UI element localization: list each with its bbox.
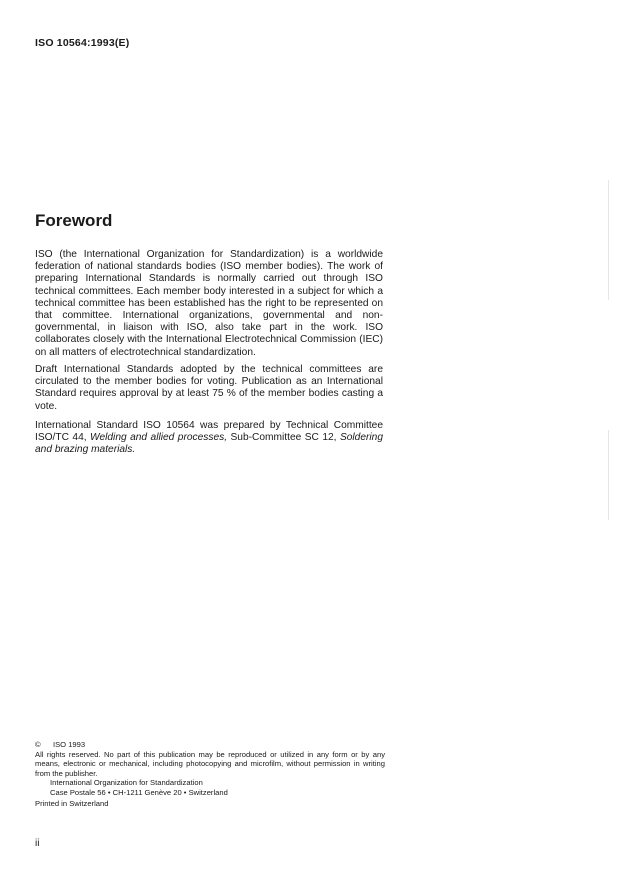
foreword-paragraph-2: Draft International Standards adopted by the technical committees are circulated to the member bodies for voting. Publication as an International Standard requires approval by at least 75 % of the member bodies casting a vote. — [35, 364, 383, 412]
subcommittee-title: Soldering and brazing materials. — [35, 432, 383, 456]
paragraph-3-text-1: International Standard ISO 10564 was prepared by Technical Committee ISO/TC 44, — [35, 420, 383, 444]
page-number: ii — [35, 838, 40, 849]
committee-title: Welding and allied processes, — [90, 432, 228, 444]
copyright-icon: © — [35, 740, 41, 749]
printed-location: Printed in Switzerland — [35, 798, 109, 808]
foreword-heading: Foreword — [35, 211, 113, 230]
organization-name: International Organization for Standardization — [50, 778, 203, 788]
organization-address: Case Postale 56 • CH-1211 Genève 20 • Switzerland — [50, 787, 228, 797]
foreword-paragraph-1: ISO (the International Organization for Standardization) is a worldwide federation of national standards bodies (ISO member bodies). The work of preparing International Standards is normally carried out through ISO technical committees. Each member body interested in a subject for which a technical committee has been established has the right to be represented on that committee. International organizations, governmental and non-governmental, in liaison with ISO, also take part in the work. ISO collaborates closely with the International Electrotechnical Commission (IEC) on all matters of electrotechnical standardization. — [35, 249, 383, 358]
rights-statement: All rights reserved. No part of this publication may be reproduced or utilized in any form or by any means, electronic or mechanical, including photocopying and microfilm, without permission in writing from the publisher. — [35, 749, 385, 778]
copyright-line — [35, 740, 385, 750]
foreword-paragraph-3 — [35, 420, 383, 457]
document-id: ISO 10564:1993(E) — [35, 37, 130, 49]
copyright-text: ISO 1993 — [53, 740, 86, 749]
scan-edge-mark — [608, 180, 609, 300]
scan-edge-mark — [608, 430, 609, 520]
copyright-notice — [35, 740, 385, 808]
paragraph-3-text-2: Sub-Committee SC 12, — [230, 432, 337, 444]
